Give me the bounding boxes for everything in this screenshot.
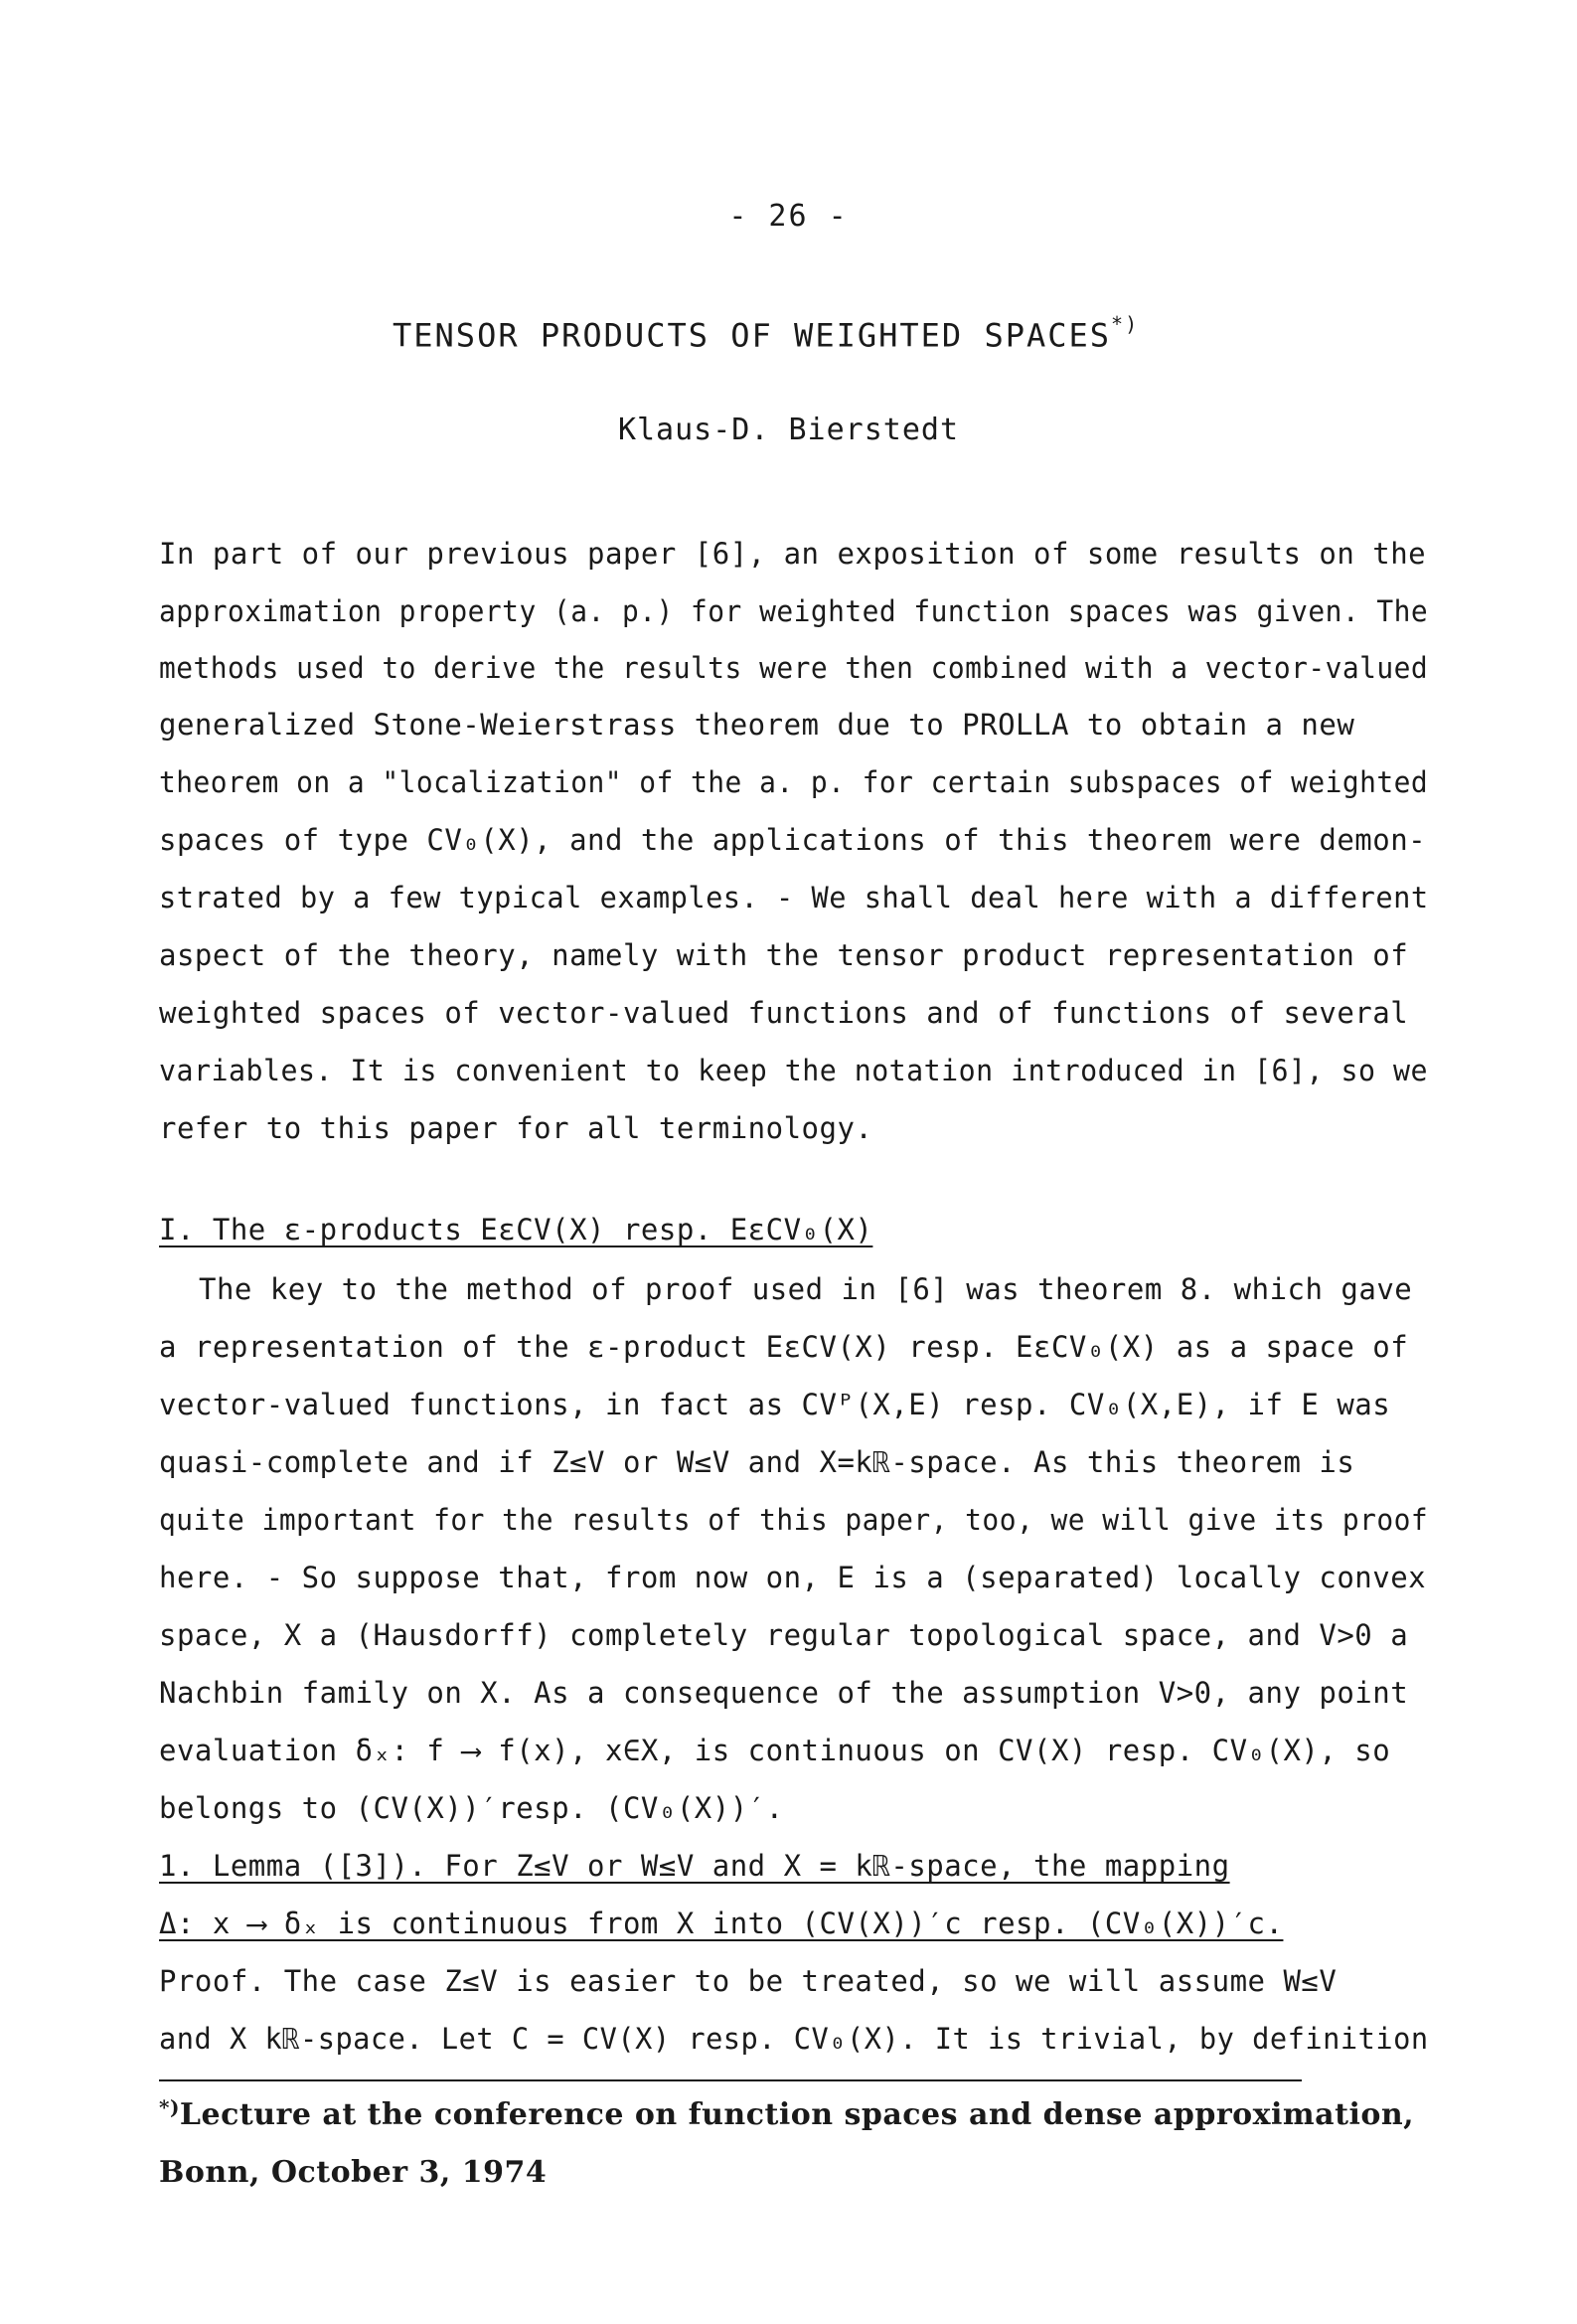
intro-line: theorem on a "localization" of the a. p. for certain subspaces of weighted (159, 765, 1429, 799)
intro-line: aspect of the theory, namely with the tensor product representation of (159, 938, 1409, 972)
intro-line: weighted spaces of vector-valued functions and of functions of several (159, 996, 1409, 1030)
title-text: TENSOR PRODUCTS OF WEIGHTED SPACES (393, 316, 1112, 355)
section-line: vector-valued functions, in fact as CVᴾ(X,E) resp. CV₀(X,E), if E was (159, 1388, 1391, 1421)
proof-line: Proof. The case Z≤V is easier to be treated, so we will assume W≤V (159, 1964, 1338, 1998)
section-line: evaluation δₓ: f ⟶ f(x), x∈X, is continuous on CV(X) resp. CV₀(X), so (159, 1734, 1391, 1767)
footnote-text: Lecture at the conference on function spaces and dense approximation, (179, 2097, 1415, 2132)
title-footnote-mark: *) (1111, 312, 1140, 336)
footnote-line (159, 2097, 1414, 2132)
proof-line: and X kℝ-space. Let C = CV(X) resp. CV₀(X). It is trivial, by definition (159, 2022, 1429, 2056)
intro-line: variables. It is convenient to keep the notation introduced in [6], so we (159, 1054, 1428, 1087)
intro-line: In part of our previous paper [6], an exposition of some results on the (159, 537, 1427, 571)
intro-line: spaces of type CV₀(X), and the applications of this theorem were demon- (159, 823, 1427, 857)
footnote-mark: *) (159, 2095, 180, 2119)
section-line: space, X a (Hausdorff) completely regular topological space, and V>0 a (159, 1618, 1409, 1652)
section-line: quasi-complete and if Z≤V or W≤V and X=kℝ-space. As this theorem is (159, 1445, 1355, 1479)
section-line: quite important for the results of this paper, too, we will give its proof (159, 1503, 1429, 1537)
section-line: The key to the method of proof used in [6] was theorem 8. which gave (199, 1272, 1413, 1306)
paper-title (393, 312, 1140, 355)
section-line: here. - So suppose that, from now on, E is a (separated) locally convex (159, 1561, 1427, 1594)
section-heading: I. The ε-products EεCV(X) resp. EεCV₀(X) (159, 1213, 873, 1246)
section-line: Nachbin family on X. As a consequence of the assumption V>0, any point (159, 1676, 1409, 1710)
section-line: belongs to (CV(X))′resp. (CV₀(X))′. (159, 1791, 784, 1825)
author-name: Klaus-D. Bierstedt (617, 413, 960, 447)
intro-line: methods used to derive the results were then combined with a vector-valued (159, 651, 1429, 685)
footnote-divider (159, 2079, 1302, 2081)
intro-line: generalized Stone-Weierstrass theorem due to PROLLA to obtain a new (159, 708, 1355, 742)
page-number: - 26 - (728, 199, 849, 234)
lemma-statement-line: 1. Lemma ([3]). For Z≤V or W≤V and X = kℝ-space, the mapping (159, 1849, 1230, 1883)
section-line: a representation of the ε-product EεCV(X) resp. EεCV₀(X) as a space of (159, 1330, 1409, 1364)
lemma-statement-line: Δ: x ⟶ δₓ is continuous from X into (CV(X))′c resp. (CV₀(X))′c. (159, 1907, 1284, 1940)
intro-line: refer to this paper for all terminology. (159, 1111, 873, 1145)
footnote-line: Bonn, October 3, 1974 (159, 2155, 548, 2190)
intro-line: approximation property (a. p.) for weighted function spaces was given. The (159, 594, 1429, 628)
intro-line: strated by a few typical examples. - We shall deal here with a different (159, 881, 1429, 914)
